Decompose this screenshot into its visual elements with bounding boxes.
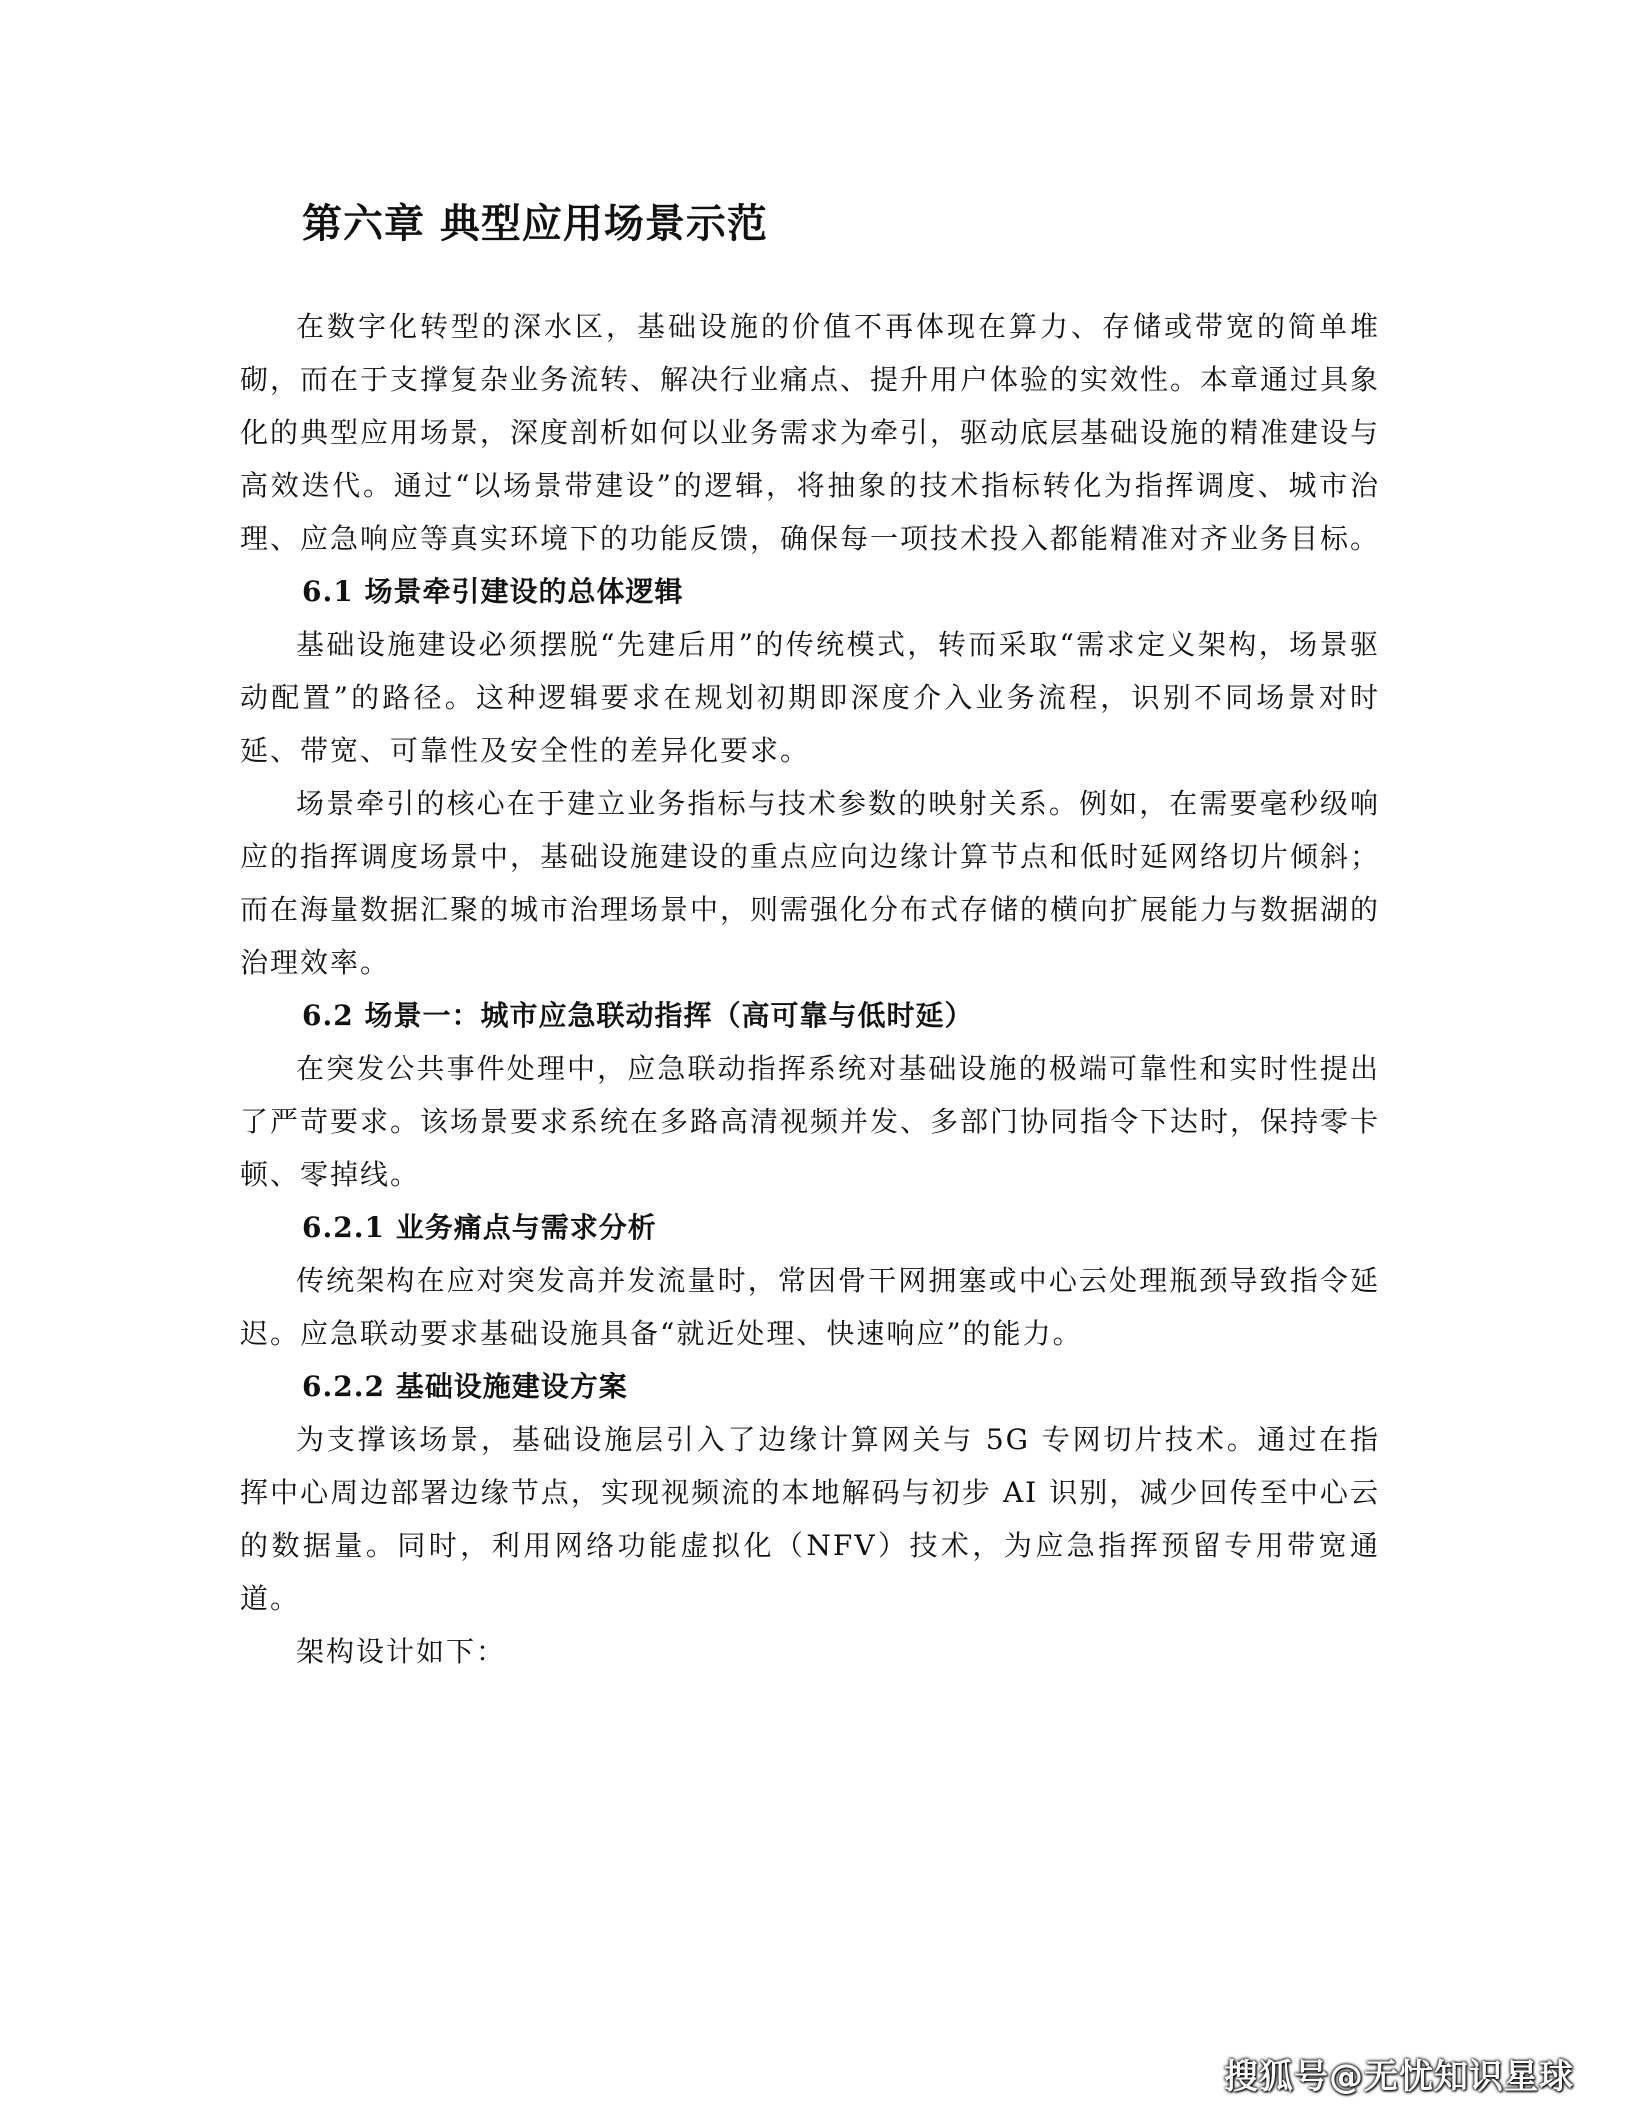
paragraph: 基础设施建设必须摆脱“先建后用”的传统模式，转而采取“需求定义架构，场景驱动配置”的路径。这种逻辑要求在规划初期即深度介入业务流程，识别不同场景对时延、带宽、可靠性及安全性的差异化要求。 [240, 628, 1380, 767]
paragraph: 为支撑该场景，基础设施层引入了边缘计算网关与 5G 专网切片技术。通过在指挥中心周边部署边缘节点，实现视频流的本地解码与初步 AI 识别，减少回传至中心云的数据量。同时，利用网络功能虚拟化（NFV）技术，为应急指挥预留专用带宽通道。 [240, 1423, 1380, 1615]
section-heading-6-1: 6.1 场景牵引建设的总体逻辑 [302, 575, 684, 608]
paragraph: 架构设计如下： [296, 1635, 507, 1668]
paragraph: 在突发公共事件处理中，应急联动指挥系统对基础设施的极端可靠性和实时性提出了严苛要求。该场景要求系统在多路高清视频并发、多部门协同指令下达时，保持零卡顿、零掉线。 [240, 1052, 1381, 1191]
paragraph: 传统架构在应对突发高并发流量时，常因骨干网拥塞或中心云处理瓶颈导致指令延迟。应急联动要求基础设施具备“就近处理、快速响应”的能力。 [240, 1264, 1380, 1350]
document-body [240, 196, 1380, 1678]
section-heading-6-2-2: 6.2.2 基础设施建设方案 [302, 1370, 628, 1403]
intro-paragraph: 在数字化转型的深水区，基础设施的价值不再体现在算力、存储或带宽的简单堆砌，而在于支撑复杂业务流转、解决行业痛点、提升用户体验的实效性。本章通过具象化的典型应用场景，深度剖析如何以业务需求为牵引，驱动底层基础设施的精准建设与高效迭代。通过“以场景带建设”的逻辑，将抽象的技术指标转化为指挥调度、城市治理、应急响应等真实环境下的功能反馈，确保每一项技术投入都能精准对齐业务目标。 [240, 310, 1381, 555]
section-heading-6-2-1: 6.2.1 业务痛点与需求分析 [302, 1211, 657, 1244]
section-heading-6-2: 6.2 场景一：城市应急联动指挥（高可靠与低时延） [302, 999, 974, 1032]
paragraph: 场景牵引的核心在于建立业务指标与技术参数的映射关系。例如，在需要毫秒级响应的指挥调度场景中，基础设施建设的重点应向边缘计算节点和低时延网络切片倾斜；而在海量数据汇聚的城市治理场景中，则需强化分布式存储的横向扩展能力与数据湖的治理效率。 [240, 787, 1381, 979]
watermark: 搜狐号@无忧知识星球 [1224, 2057, 1574, 2097]
chapter-title: 第六章 典型应用场景示范 [302, 201, 768, 247]
